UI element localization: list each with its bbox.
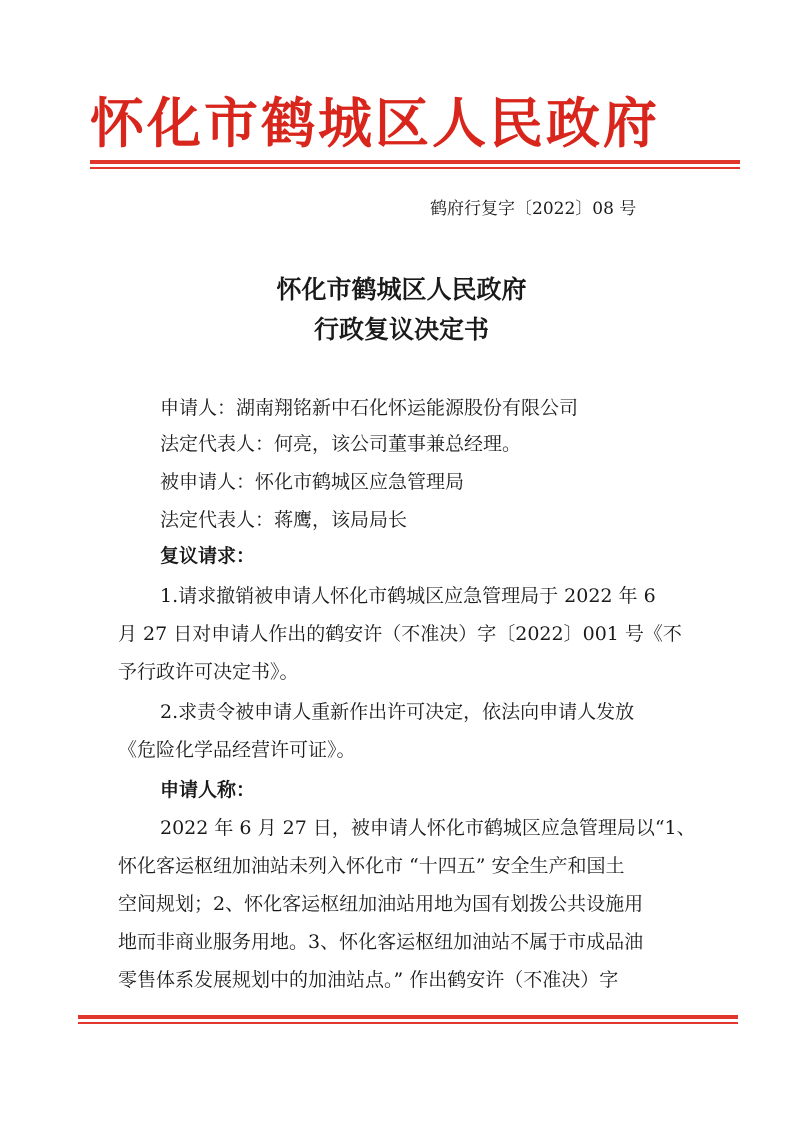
request-item-1-line-3: 予行政许可决定书》。 <box>118 661 299 683</box>
masthead-rule-thin <box>90 167 740 169</box>
requests-heading: 复议请求： <box>160 545 256 567</box>
document-title-line1: 怀化市鹤城区人民政府 <box>276 275 527 304</box>
claims-line-3: 空间规划；2、怀化客运枢纽加油站用地为国有划拨公共设施用 <box>118 893 644 915</box>
footer-rule-thick <box>78 1015 738 1019</box>
respondent-line: 被申请人：怀化市鹤城区应急管理局 <box>160 471 465 493</box>
document-title-line2: 行政复议决定书 <box>313 315 489 344</box>
request-item-1-line-2: 月 27 日对申请人作出的鹤安许（不准决）字〔2022〕001 号《不 <box>118 623 682 645</box>
applicant-representative-line: 法定代表人：何亮，该公司董事兼总经理。 <box>160 433 522 455</box>
request-item-2-line-1: 2.求责令被申请人重新作出许可决定，依法向申请人发放 <box>160 701 635 723</box>
request-item-1-line-1: 1.请求撤销被申请人怀化市鹤城区应急管理局于 2022 年 6 <box>160 585 656 607</box>
document-number: 鹤府行复字〔2022〕08 号 <box>430 199 637 219</box>
request-item-2-line-2: 《危险化学品经营许可证》。 <box>118 739 356 761</box>
masthead-rule-thick <box>90 160 740 164</box>
respondent-representative-line: 法定代表人：蒋鹰，该局局长 <box>160 509 408 531</box>
claims-line-1: 2022 年 6 月 27 日，被申请人怀化市鹤城区应急管理局以“1、 <box>160 817 696 839</box>
claims-line-4: 地而非商业服务用地。3、怀化客运枢纽加油站不属于市成品油 <box>118 931 644 953</box>
claims-heading: 申请人称： <box>160 779 256 801</box>
footer-rule-thin <box>78 1022 738 1024</box>
claims-line-2: 怀化客运枢纽加油站未列入怀化市 “十四五” 安全生产和国土 <box>118 855 625 877</box>
claims-line-5: 零售体系发展规划中的加油站点。” 作出鹤安许（不准决）字 <box>118 969 619 991</box>
masthead-title: 怀化市鹤城区人民政府 <box>90 91 660 155</box>
applicant-line: 申请人：湖南翔铭新中石化怀运能源股份有限公司 <box>160 397 579 419</box>
